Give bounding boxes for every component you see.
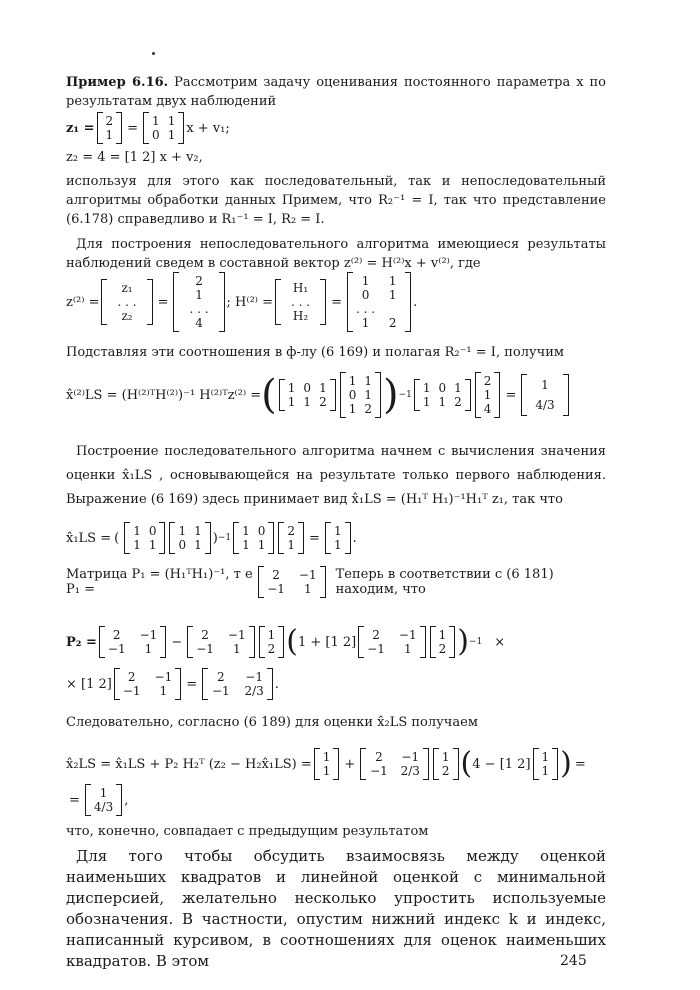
example-intro <box>66 73 606 111</box>
cell: 4/3 <box>93 800 114 814</box>
cell: 2 <box>454 395 462 409</box>
cell: 2 <box>372 628 380 642</box>
eq-x1-lhs: x̂₁LS = <box>66 530 112 546</box>
mat-p1 <box>258 566 325 598</box>
vec-x2-b <box>533 748 559 780</box>
vec-x2-res <box>85 784 122 816</box>
paragraph-text: Построение последовательного алгоритма начнем с вычисления значения оценки x̂₁LS , основывающейся на результате только первого наблюдения. Выражение (6 169) здесь принимает вид x̂₁LS = (H₁ᵀ H₁)⁻¹H₁ᵀ z₁, так что <box>66 444 606 507</box>
cell: 0 <box>148 524 157 538</box>
cell: 1 <box>438 628 447 642</box>
cell: 1 <box>441 750 450 764</box>
cell: H₁ <box>292 281 309 295</box>
cell: 1 <box>287 381 296 395</box>
cell: 1 <box>438 395 447 409</box>
eq-p2-lhs: P₂ = <box>66 634 97 650</box>
cell: 1 <box>541 764 550 778</box>
eq-z2-text: z₂ = 4 = [1 2] x + v₂, <box>66 150 203 165</box>
vec-zc-vals <box>173 272 224 332</box>
cell: 1 <box>541 378 549 392</box>
p2-second: × [1 2] <box>66 676 112 692</box>
exponent: −1 <box>398 390 412 400</box>
cell: 1 <box>99 786 108 800</box>
cell: 1 <box>195 288 203 302</box>
cell: −1 <box>196 642 214 656</box>
cell: 1 <box>322 764 331 778</box>
cell: 1 <box>133 538 141 552</box>
equals: = <box>574 756 586 772</box>
then-text: Теперь в соответствии с (6 181) находим, что <box>335 567 554 597</box>
p1-text: Матрица P₁ = (H₁ᵀH₁)⁻¹, т е P₁ = <box>66 567 253 597</box>
cell: 1 <box>361 316 370 330</box>
cell: 1 <box>403 642 412 656</box>
cell: H₂ <box>292 309 309 323</box>
cell: 2 <box>364 402 372 416</box>
eq-z2 <box>66 150 626 165</box>
cell: 0 <box>178 538 187 552</box>
mat-p2-c <box>358 626 425 658</box>
cell: z₁ <box>121 281 133 295</box>
cell: 1 <box>242 524 250 538</box>
paragraph-after-obs <box>66 172 606 229</box>
cell: 1 <box>148 538 157 552</box>
cell: −1 <box>298 568 317 582</box>
cell: −1 <box>211 684 230 698</box>
cell: 1 <box>422 381 431 395</box>
paragraph-text: Подставляя эти соотношения в ф-лу (6 169) и полагая R₂⁻¹ = I, получим <box>66 345 564 360</box>
x2-tail: 4 − [1 2] <box>472 756 531 772</box>
eq-p2: P₂ = 2 −1 −1 1 − 2 −1 −1 1 1 2 ( 1 + [1 2] 2 −1 −1 1 1 2 ) −1 × <box>66 624 506 659</box>
eq-x2-lhs: x̂₂LS = x̂₁LS + P₂ H₂ᵀ (z₂ − H₂x̂₁LS) = <box>66 756 312 772</box>
cell: z₂ <box>121 309 133 323</box>
cell: 1 <box>333 538 342 552</box>
paragraph-text: Для построения непоследовательного алгоритма имеющиеся результаты наблюдений сведем в составной вектор z⁽²⁾ = H⁽²⁾x + v⁽²⁾, где <box>66 237 606 271</box>
cell: −1 <box>401 750 420 764</box>
cell: 1 <box>267 628 276 642</box>
cell: 1 <box>348 402 357 416</box>
cell: 2/3 <box>400 764 420 778</box>
cell: −1 <box>370 764 388 778</box>
paragraph-coincides <box>66 822 606 841</box>
cell: 2/3 <box>244 684 264 698</box>
cell: −1 <box>398 628 417 642</box>
mat-i1-2 <box>233 522 274 554</box>
cell: 1 <box>322 750 331 764</box>
eq-p1 <box>66 566 606 598</box>
times: × <box>494 634 506 650</box>
cell: 1 <box>144 642 153 656</box>
mat-hc-vals <box>347 272 411 332</box>
exponent: −1 <box>217 533 232 543</box>
vec-result <box>521 374 568 416</box>
paragraph-text: Следовательно, согласно (6 189) для оценки x̂₂LS получаем <box>66 715 478 730</box>
vec-hc-blocks <box>275 279 326 325</box>
eq-z1-rhs: x + v₁; <box>186 120 230 136</box>
cell: −1 <box>154 670 173 684</box>
eq-x2-result: = 1 4/3 , <box>69 786 129 814</box>
cell: 1 <box>167 114 176 128</box>
cell: 1 <box>422 395 431 409</box>
vec-x2-a <box>314 748 340 780</box>
cell: 1 <box>152 114 160 128</box>
cell: −1 <box>367 642 385 656</box>
cell: 1 <box>483 388 492 402</box>
cell: 2 <box>195 274 203 288</box>
cell: . . . <box>117 295 137 309</box>
cell: 2 <box>201 628 209 642</box>
cell: 1 <box>303 582 312 596</box>
cell: 1 <box>242 538 250 552</box>
cell: 1 <box>287 538 296 552</box>
vec-z <box>475 372 501 418</box>
cell: 1 <box>167 128 176 142</box>
cell: 0 <box>348 388 357 402</box>
cell: 2 <box>438 642 447 656</box>
vec-p2-v <box>259 626 285 658</box>
cell: −1 <box>267 582 285 596</box>
mat-h <box>340 372 381 418</box>
cell: 2 <box>272 568 280 582</box>
paragraph-nonseq <box>66 235 606 273</box>
cell: 1 <box>364 388 372 402</box>
vec-p2-v2 <box>430 626 456 658</box>
paragraph-hence <box>66 713 606 732</box>
mat-i2 <box>169 522 210 554</box>
eq-hc-lhs: ; H⁽²⁾ = <box>226 294 274 310</box>
cell: 0 <box>257 524 266 538</box>
exponent: −1 <box>468 637 483 647</box>
cell: −1 <box>227 628 246 642</box>
cell: 1 <box>388 288 397 302</box>
example-label: Пример 6.16. <box>66 75 169 90</box>
mat-p2-res <box>202 668 273 700</box>
cell: 4/3 <box>535 398 555 412</box>
example-text: Рассмотрим задачу оценивания постоянного параметра x по результатам двух наблюдений <box>66 75 606 109</box>
cell: 0 <box>152 128 160 142</box>
plus: + <box>344 756 356 772</box>
cell: 2 <box>483 374 492 388</box>
cell: 2 <box>441 764 450 778</box>
cell: 1 <box>319 381 327 395</box>
cell: 2 <box>287 524 296 538</box>
cell: 1 <box>105 128 114 142</box>
cell: 1 <box>364 374 372 388</box>
cell: 1 <box>159 684 168 698</box>
vec-zc-blocks <box>101 279 152 325</box>
eq-p2-cont: × [1 2] 2 −1 −1 1 = 2 −1 −1 2/3 . <box>66 670 279 698</box>
cell: 1 <box>194 524 202 538</box>
cell: 1 <box>541 750 550 764</box>
vec-x1-z <box>278 522 304 554</box>
paragraph-text: Для того чтобы обсудить взаимосвязь между оценкой наименьших квадратов и линейной оценкой с минимальной дисперсией, желательно несколько упростить используемые обозначения. В частности, опустим нижний индекс k и индекс, написанный курсивом, в соотношениях для оценок наименьших квадратов. В этом <box>66 847 606 970</box>
eq-composite: z⁽²⁾ = z₁ . . . z₂ = 2 1 . . . 4 ; H⁽²⁾ = H₁ . . . H₂ = 1 1 0 1 . . . 1 2 . <box>66 274 418 330</box>
mat-h1 <box>143 112 184 144</box>
paragraph-seq <box>66 440 606 512</box>
paragraph-final <box>66 846 606 972</box>
eq-zc-lhs: z⁽²⁾ = <box>66 294 100 310</box>
cell: . . . <box>189 302 209 316</box>
cell: 1 <box>257 538 266 552</box>
mat-p2-d <box>114 668 181 700</box>
cell: 2 <box>388 316 397 330</box>
page-number: 245 <box>560 953 587 969</box>
vec-x2-v <box>433 748 459 780</box>
cell: −1 <box>122 684 141 698</box>
cell: 2 <box>267 642 276 656</box>
cell: 2 <box>375 750 383 764</box>
cell: 2 <box>105 114 114 128</box>
cell: −1 <box>107 642 126 656</box>
mat-ht-2 <box>414 379 471 411</box>
eq-xhat2-lhs: x̂⁽²⁾LS = (H⁽²⁾ᵀH⁽²⁾)⁻¹ H⁽²⁾ᵀz⁽²⁾ = <box>66 387 262 403</box>
cell: 1 <box>348 374 357 388</box>
cell: 0 <box>303 381 312 395</box>
cell: 2 <box>216 670 225 684</box>
eq-z1: z₁ = 2 1 = 1 1 0 1 x + v₁; <box>66 114 230 142</box>
mat-p2-a <box>99 626 166 658</box>
p2-mid: 1 + [1 2] <box>297 634 357 650</box>
cell: . . . <box>291 295 311 309</box>
vec-x1-res <box>325 522 351 554</box>
cell: 1 <box>333 524 342 538</box>
cell: 2 <box>127 670 136 684</box>
mat-ht <box>279 379 336 411</box>
eq-x2: x̂₂LS = x̂₁LS + P₂ H₂ᵀ (z₂ − H₂x̂₁LS) = 1 1 + 2 −1 −1 2/3 1 2 ( 4 − [1 2] 1 1 ) = <box>66 746 586 781</box>
cell: 4 <box>195 316 203 330</box>
cell: 1 <box>232 642 241 656</box>
cell: 1 <box>303 395 312 409</box>
cell: 1 <box>194 538 202 552</box>
paragraph-text: используя для этого как последовательный, так и непоследовательный алгоритмы обработки данных Примем, что R₂⁻¹ = I, так что представление (6.178) справедливо и R₁⁻¹ = I, R₂ = I. <box>66 174 606 227</box>
cell: 0 <box>361 288 370 302</box>
paragraph-substitute <box>66 343 606 362</box>
cell: 1 <box>287 395 296 409</box>
cell: 1 <box>361 274 370 288</box>
cell: −1 <box>245 670 263 684</box>
cell: 0 <box>438 381 447 395</box>
equals: = <box>69 792 80 808</box>
eq-z1-lhs: z₁ = <box>66 120 95 136</box>
cell: 1 <box>454 381 462 395</box>
cell: . . . <box>356 302 376 316</box>
paragraph-text: что, конечно, совпадает с предыдущим результатом <box>66 824 429 839</box>
mat-x2-p2 <box>360 748 429 780</box>
cell: 4 <box>483 402 492 416</box>
cell: 1 <box>388 274 397 288</box>
eq-xhat2: x̂⁽²⁾LS = (H⁽²⁾ᵀH⁽²⁾)⁻¹ H⁽²⁾ᵀz⁽²⁾ = ( 1 0 1 1 1 2 1 1 0 1 1 2 ) −1 1 0 1 1 1 2 2 1 4 = 1 4/3 <box>66 372 626 418</box>
eq-x1: x̂₁LS = ( 1 0 1 1 1 1 0 1 ) −1 1 0 1 1 2 1 = 1 1 . <box>66 524 357 552</box>
cell <box>383 302 402 316</box>
cell: −1 <box>139 628 158 642</box>
speck <box>152 52 155 55</box>
mat-p2-b <box>187 626 254 658</box>
cell: 2 <box>319 395 327 409</box>
cell: 1 <box>178 524 187 538</box>
mat-i1 <box>124 522 165 554</box>
vec-z1 <box>97 112 123 144</box>
cell: 1 <box>133 524 141 538</box>
cell: 2 <box>112 628 121 642</box>
